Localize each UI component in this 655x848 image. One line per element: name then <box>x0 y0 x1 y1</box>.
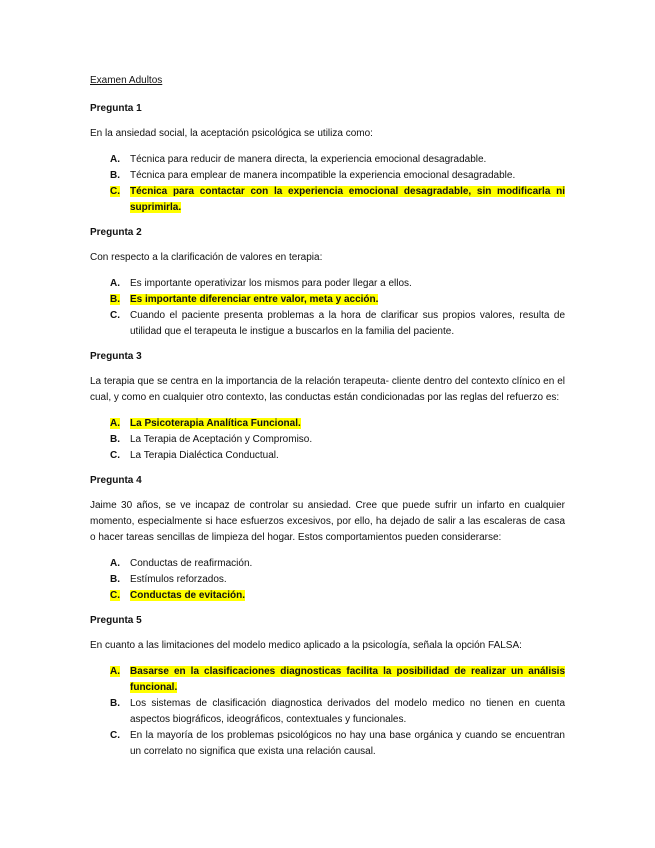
question-stem: Con respecto a la clarificación de valores en terapia: <box>90 252 323 263</box>
question-stem: La terapia que se centra en la importancia de la relación terapeuta- cliente dentro del contexto clínico en el cual, y como en cualquier otro contexto, las conductas están condicionadas por las reglas del refuerzo es: <box>90 376 565 403</box>
questions-list <box>90 101 565 760</box>
options-list <box>90 276 565 340</box>
option-item <box>90 572 565 588</box>
option-letter: A. <box>110 666 120 677</box>
question-label: Pregunta 3 <box>90 351 142 362</box>
option-text: Es importante operativizar los mismos para poder llegar a ellos. <box>130 278 412 289</box>
question-stem: En cuanto a las limitaciones del modelo medico aplicado a la psicología, señala la opción FALSA: <box>90 640 522 651</box>
option-text: La Terapia de Aceptación y Compromiso. <box>130 434 313 445</box>
question-stem: Jaime 30 años, se ve incapaz de controlar su ansiedad. Cree que puede sufrir un infarto en cualquier momento, especialmente si hace esfuerzos excesivos, por ello, ha dejado de salir a las escaleras de casa o hacer tareas sencillas de limpieza del hogar. Estos comportamientos pueden considerarse: <box>90 500 565 543</box>
option-text: En la mayoría de los problemas psicológicos no hay una base orgánica y cuando se encuentran un correlato no significa que exista una relación causal. <box>130 730 565 757</box>
option-item <box>90 292 565 308</box>
option-text: Técnica para reducir de manera directa, la experiencia emocional desagradable. <box>130 154 487 165</box>
option-letter: A. <box>110 278 120 289</box>
option-letter: B. <box>110 698 120 709</box>
question-label: Pregunta 2 <box>90 227 142 238</box>
option-item <box>90 152 565 168</box>
document-page <box>90 73 565 769</box>
option-text: Estímulos reforzados. <box>130 574 227 585</box>
question-block <box>90 613 565 760</box>
option-text: Técnica para contactar con la experiencia emocional desagradable, sin modificarla ni suprimirla. <box>130 186 565 213</box>
option-text: La Terapia Dialéctica Conductual. <box>130 450 279 461</box>
option-letter: C. <box>110 310 120 321</box>
option-item <box>90 588 565 604</box>
option-text: Es importante diferenciar entre valor, meta y acción. <box>130 294 379 305</box>
option-item <box>90 416 565 432</box>
option-item <box>90 432 565 448</box>
option-item <box>90 448 565 464</box>
options-list <box>90 556 565 604</box>
option-letter: B. <box>110 434 120 445</box>
option-letter: A. <box>110 154 120 165</box>
option-letter: A. <box>110 558 120 569</box>
question-label: Pregunta 1 <box>90 103 142 114</box>
option-text: Basarse en la clasificaciones diagnosticas facilita la posibilidad de realizar un análisis funcional. <box>130 666 565 693</box>
question-block <box>90 225 565 340</box>
option-item <box>90 276 565 292</box>
option-item <box>90 168 565 184</box>
option-text: Conductas de evitación. <box>130 590 246 601</box>
option-item <box>90 308 565 340</box>
option-letter: B. <box>110 574 120 585</box>
option-letter: B. <box>110 170 120 181</box>
option-letter: C. <box>110 730 120 741</box>
options-list <box>90 152 565 216</box>
option-text: Los sistemas de clasificación diagnostica derivados del modelo medico no tienen en cuenta aspectos biográficos, ideográficos, contextuales y funcionales. <box>130 698 565 725</box>
option-letter: C. <box>110 186 120 197</box>
option-item <box>90 728 565 760</box>
option-item <box>90 556 565 572</box>
question-label: Pregunta 4 <box>90 475 142 486</box>
option-letter: A. <box>110 418 120 429</box>
option-item <box>90 664 565 696</box>
option-item <box>90 696 565 728</box>
question-block <box>90 473 565 604</box>
option-letter: B. <box>110 294 120 305</box>
question-block <box>90 101 565 216</box>
option-letter: C. <box>110 450 120 461</box>
options-list <box>90 664 565 760</box>
question-block <box>90 349 565 464</box>
question-stem: En la ansiedad social, la aceptación psicológica se utiliza como: <box>90 128 373 139</box>
options-list <box>90 416 565 464</box>
option-text: Cuando el paciente presenta problemas a la hora de clarificar sus propios valores, resulta de utilidad que el terapeuta le instigue a buscarlos en la familia del paciente. <box>130 310 565 337</box>
document-title: Examen Adultos <box>90 75 163 86</box>
option-text: Conductas de reafirmación. <box>130 558 253 569</box>
option-text: La Psicoterapia Analítica Funcional. <box>130 418 301 429</box>
option-text: Técnica para emplear de manera incompatible la experiencia emocional desagradable. <box>130 170 516 181</box>
question-label: Pregunta 5 <box>90 615 142 626</box>
option-letter: C. <box>110 590 120 601</box>
option-item <box>90 184 565 216</box>
